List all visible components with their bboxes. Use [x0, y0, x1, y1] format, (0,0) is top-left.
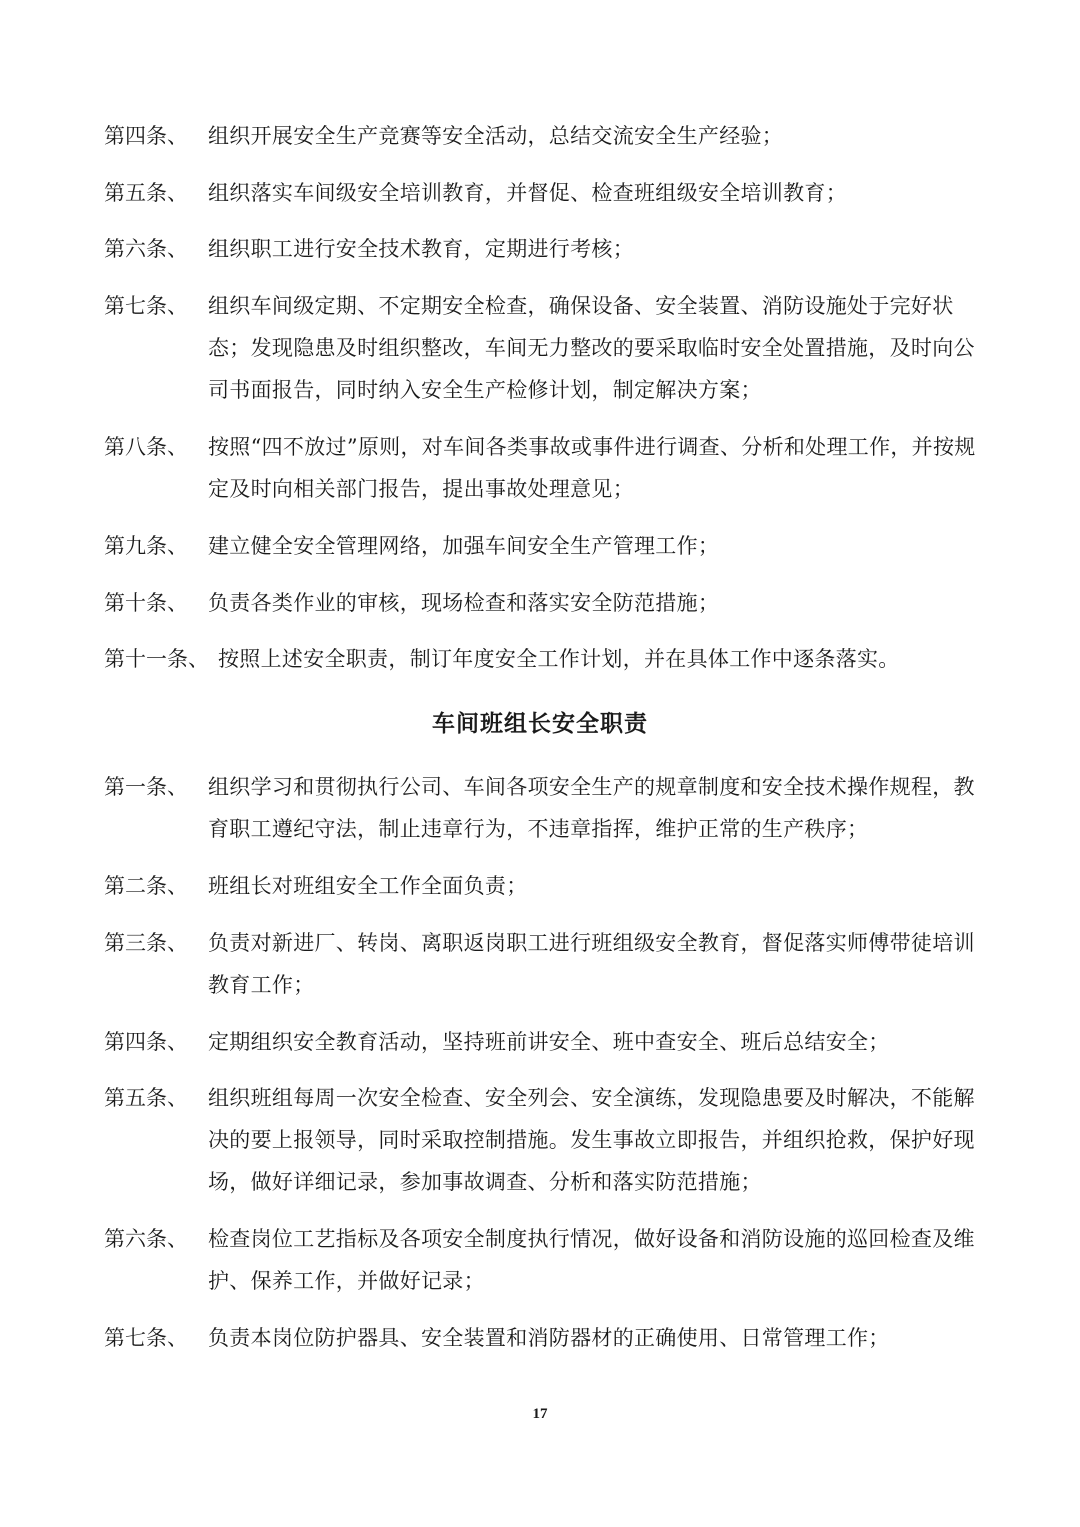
article-text: 建立健全安全管理网络，加强车间安全生产管理工作；	[208, 534, 720, 558]
article-text: 组织学习和贯彻执行公司、车间各项安全生产的规章制度和安全技术操作规程，教育职工遵纪守法，制止违章行为，不违章指挥，维护正常的生产秩序；	[208, 775, 975, 841]
leader-article-5	[104, 1077, 984, 1203]
article-label: 第二条、	[104, 874, 188, 898]
article-text: 组织班组每周一次安全检查、安全列会、安全演练，发现隐患要及时解决，不能解决的要上报领导，同时采取控制措施。发生事故立即报告，并组织抢救，保护好现场，做好详细记录，参加事故调查、分析和落实防范措施；	[208, 1086, 975, 1194]
article-label: 第十条、	[104, 591, 188, 615]
leader-article-7	[104, 1317, 984, 1359]
article-label: 第一条、	[104, 775, 188, 799]
article-7	[104, 285, 984, 411]
article-label: 第五条、	[104, 181, 188, 205]
article-9	[104, 525, 984, 567]
article-label: 第五条、	[104, 1086, 188, 1110]
leader-article-6	[104, 1218, 984, 1302]
leader-article-1	[104, 766, 984, 850]
article-10	[104, 582, 984, 624]
article-5	[104, 172, 984, 214]
article-8	[104, 426, 984, 510]
article-text: 按照上述安全职责，制订年度安全工作计划，并在具体工作中逐条落实。	[218, 647, 900, 671]
leader-article-3	[104, 922, 984, 1006]
article-text: 组织落实车间级安全培训教育，并督促、检查班组级安全培训教育；	[208, 181, 847, 205]
article-label: 第七条、	[104, 1326, 188, 1350]
article-text: 组织开展安全生产竞赛等安全活动，总结交流安全生产经验；	[208, 124, 784, 148]
article-4	[104, 115, 984, 157]
article-text: 负责对新进厂、转岗、离职返岗职工进行班组级安全教育，督促落实师傅带徒培训教育工作；	[208, 931, 975, 997]
leader-article-2	[104, 865, 984, 907]
article-label: 第四条、	[104, 124, 188, 148]
article-11	[104, 638, 984, 680]
article-label: 第六条、	[104, 237, 188, 261]
article-label: 第十一条、	[104, 647, 209, 671]
page-number: 17	[532, 1406, 548, 1422]
article-label: 第九条、	[104, 534, 188, 558]
article-text: 班组长对班组安全工作全面负责；	[208, 874, 528, 898]
article-label: 第三条、	[104, 931, 188, 955]
article-text: 负责各类作业的审核，现场检查和落实安全防范措施；	[208, 591, 720, 615]
section-title: 车间班组长安全职责	[432, 710, 648, 737]
leader-article-4	[104, 1021, 984, 1063]
article-6	[104, 228, 984, 270]
article-text: 负责本岗位防护器具、安全装置和消防器材的正确使用、日常管理工作；	[208, 1326, 890, 1350]
article-label: 第六条、	[104, 1227, 188, 1251]
article-text: 定期组织安全教育活动，坚持班前讲安全、班中查安全、班后总结安全；	[208, 1030, 890, 1054]
article-text: 检查岗位工艺指标及各项安全制度执行情况，做好设备和消防设施的巡回检查及维护、保养工作，并做好记录；	[208, 1227, 975, 1293]
article-label: 第四条、	[104, 1030, 188, 1054]
article-label: 第八条、	[104, 435, 188, 459]
article-text: 组织车间级定期、不定期安全检查，确保设备、安全装置、消防设施处于完好状态；发现隐患及时组织整改，车间无力整改的要采取临时安全处置措施，及时向公司书面报告，同时纳入安全生产检修计划，制定解决方案；	[208, 294, 975, 402]
article-text: 组织职工进行安全技术教育，定期进行考核；	[208, 237, 634, 261]
article-text: 按照“四不放过”原则，对车间各类事故或事件进行调查、分析和处理工作，并按规定及时向相关部门报告，提出事故处理意见；	[208, 435, 976, 501]
article-label: 第七条、	[104, 294, 188, 318]
